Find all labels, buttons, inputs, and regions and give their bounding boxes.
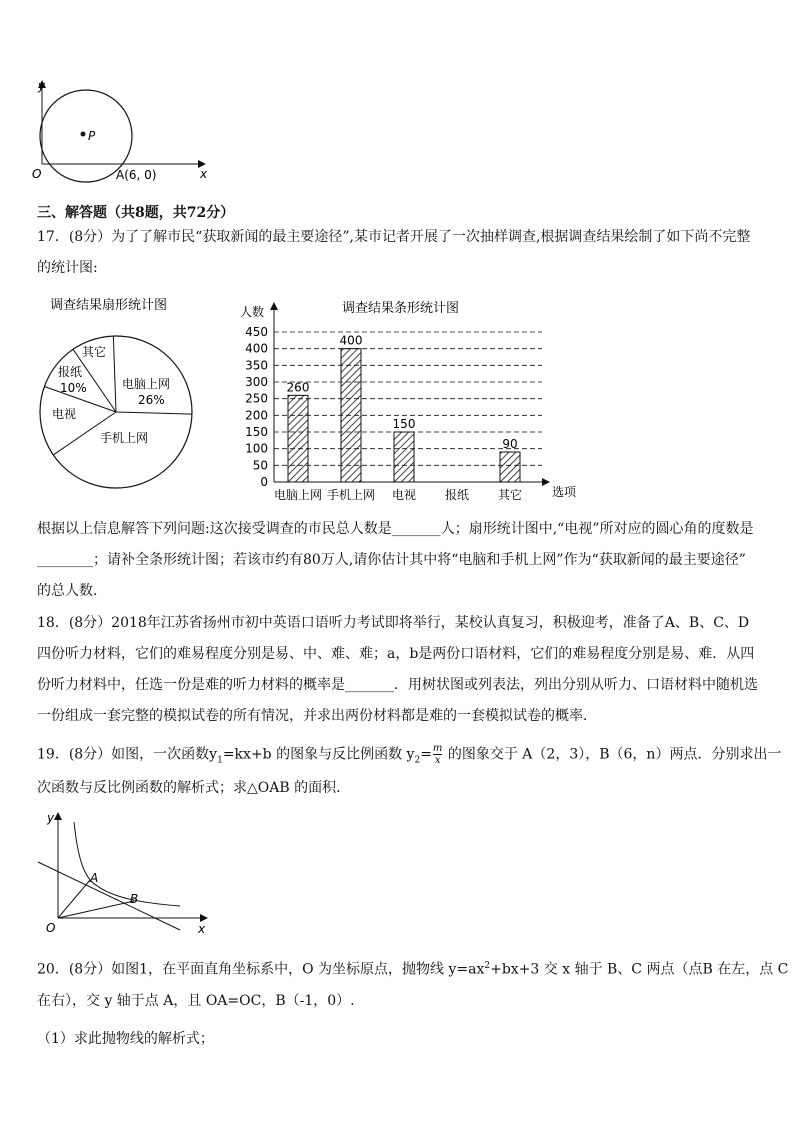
pie-label-2: 电视 <box>52 407 77 421</box>
hyperbola <box>74 822 180 906</box>
q20-line3: （1）求此抛物线的解析式； <box>37 1031 214 1047</box>
bar-xlabel: 选项 <box>552 485 577 499</box>
bar-0 <box>288 395 308 482</box>
circle-figure <box>28 76 218 188</box>
q18-line2: 四份听力材料，它们的难易程度分别是易、中、难、难；a，b是两份口语材料，它们的难易程度分别是易、难．从四 <box>37 646 755 662</box>
point-p <box>81 132 86 137</box>
q18-line4: 一份组成一套完整的模拟试卷的所有情况，并求出两份材料都是难的一套模拟试卷的概率． <box>37 708 597 724</box>
q17-after2: ________；请补全条形统计图；若该市约有80万人,请你估计其中将“电脑和手机上网”作为“获取新闻的最主要途径” <box>37 552 746 568</box>
q20-line2: 在右），交 y 轴于点 A，且 OA=OC，B（-1，0）. <box>37 993 355 1009</box>
q19-line2: 次函数与反比例函数的解析式；求△OAB 的面积． <box>37 780 351 796</box>
label-p: P <box>88 129 96 143</box>
q18-line1: 18．(8分）2018年江苏省扬州市初中英语口语听力考试即将举行，某校认真复习，积极迎考，准备了A、B、C、D <box>37 615 750 631</box>
xtick-0: 电脑上网 <box>273 488 323 502</box>
pie-label-1: 手机上网 <box>100 431 149 445</box>
q17-line1: 17．(8分）为了了解市民“获取新闻的最主要途径”,某市记者开展了一次抽样调查,根据调查结果绘制了如下尚不完整 <box>37 229 751 245</box>
bar-label-2: 150 <box>392 417 416 431</box>
label-o: O <box>32 167 42 181</box>
ytick-2: 100 <box>245 441 268 456</box>
bar-chart <box>230 292 590 510</box>
q20-line1: 20．(8分）如图1，在平面直角坐标系中，O 为坐标原点，抛物线 $y=ax^2+bx+3$ 交 x 轴于 B、C 两点（点B 在左，点 C <box>37 961 789 978</box>
q17-after1: 根据以上信息解答下列问题:这次接受调查的市民总人数是_______人；扇形统计图中,“电视”所对应的圆心角的度数是 <box>37 521 754 537</box>
xtick-2: 电视 <box>391 488 417 502</box>
q17-after3: 的总人数. <box>37 583 98 599</box>
line-ab <box>38 862 180 930</box>
pie-percent-0: 26% <box>138 393 165 407</box>
label-o: O <box>46 921 56 935</box>
xtick-1: 手机上网 <box>326 488 376 502</box>
ytick-6: 300 <box>245 375 268 389</box>
pie-label-3: 报纸 <box>58 365 83 379</box>
label-y: y <box>47 811 55 825</box>
ytick-4: 200 <box>245 408 268 423</box>
xtick-4: 其它 <box>497 488 523 502</box>
pie-slice-edge-1 <box>116 412 192 414</box>
pie-chart <box>30 290 220 500</box>
bar-label-1: 400 <box>339 333 363 348</box>
xtick-3: 报纸 <box>444 488 470 502</box>
label-y: y <box>38 79 46 93</box>
q17-line2: 的统计图: <box>37 260 98 276</box>
pie-slice-edge-0 <box>113 336 116 412</box>
ytick-7: 350 <box>245 358 268 373</box>
pie-label-0: 电脑上网 <box>122 377 171 391</box>
ytick-3: 150 <box>245 425 268 439</box>
function-figure <box>30 810 220 938</box>
pie-percent-3: 10% <box>60 381 87 395</box>
ytick-0: 0 <box>260 475 268 489</box>
bar-title: 调查结果条形统计图 <box>342 301 460 316</box>
bar-4 <box>500 452 520 482</box>
label-x: x <box>200 167 208 181</box>
ytick-9: 450 <box>245 325 268 339</box>
label-x: x <box>198 922 206 936</box>
q19-line1: 19．(8分）如图，一次函数$y_1=kx+b$ 的图象与反比例函数 $y_2=$ $\frac{m}{x}$ 的图象交于 A（2，3），B（6，n）两点．分别求出一 <box>37 743 782 766</box>
pie-label-4: 其它 <box>82 345 107 359</box>
q18-line3: 份听力材料中，任选一份是难的听力材料的概率是_______．用树状图或列表法，列出分别从听力、口语材料中随机选 <box>37 677 758 693</box>
pie-title: 调查结果扇形统计图 <box>50 298 168 313</box>
ytick-1: 50 <box>252 458 268 473</box>
bar-1 <box>341 349 361 482</box>
ytick-5: 250 <box>245 391 268 406</box>
section-heading: 三、解答题（共8题，共72分） <box>37 205 235 221</box>
bar-ylabel: 人数 <box>240 305 265 319</box>
bar-label-4: 90 <box>502 437 518 451</box>
bar-2 <box>394 432 414 482</box>
ytick-8: 400 <box>245 341 268 356</box>
label-b: B <box>130 892 139 906</box>
label-a: A(6, 0) <box>116 168 157 182</box>
segment-ob <box>58 901 134 918</box>
label-a: A <box>90 871 99 885</box>
bar-label-0: 260 <box>286 380 310 395</box>
